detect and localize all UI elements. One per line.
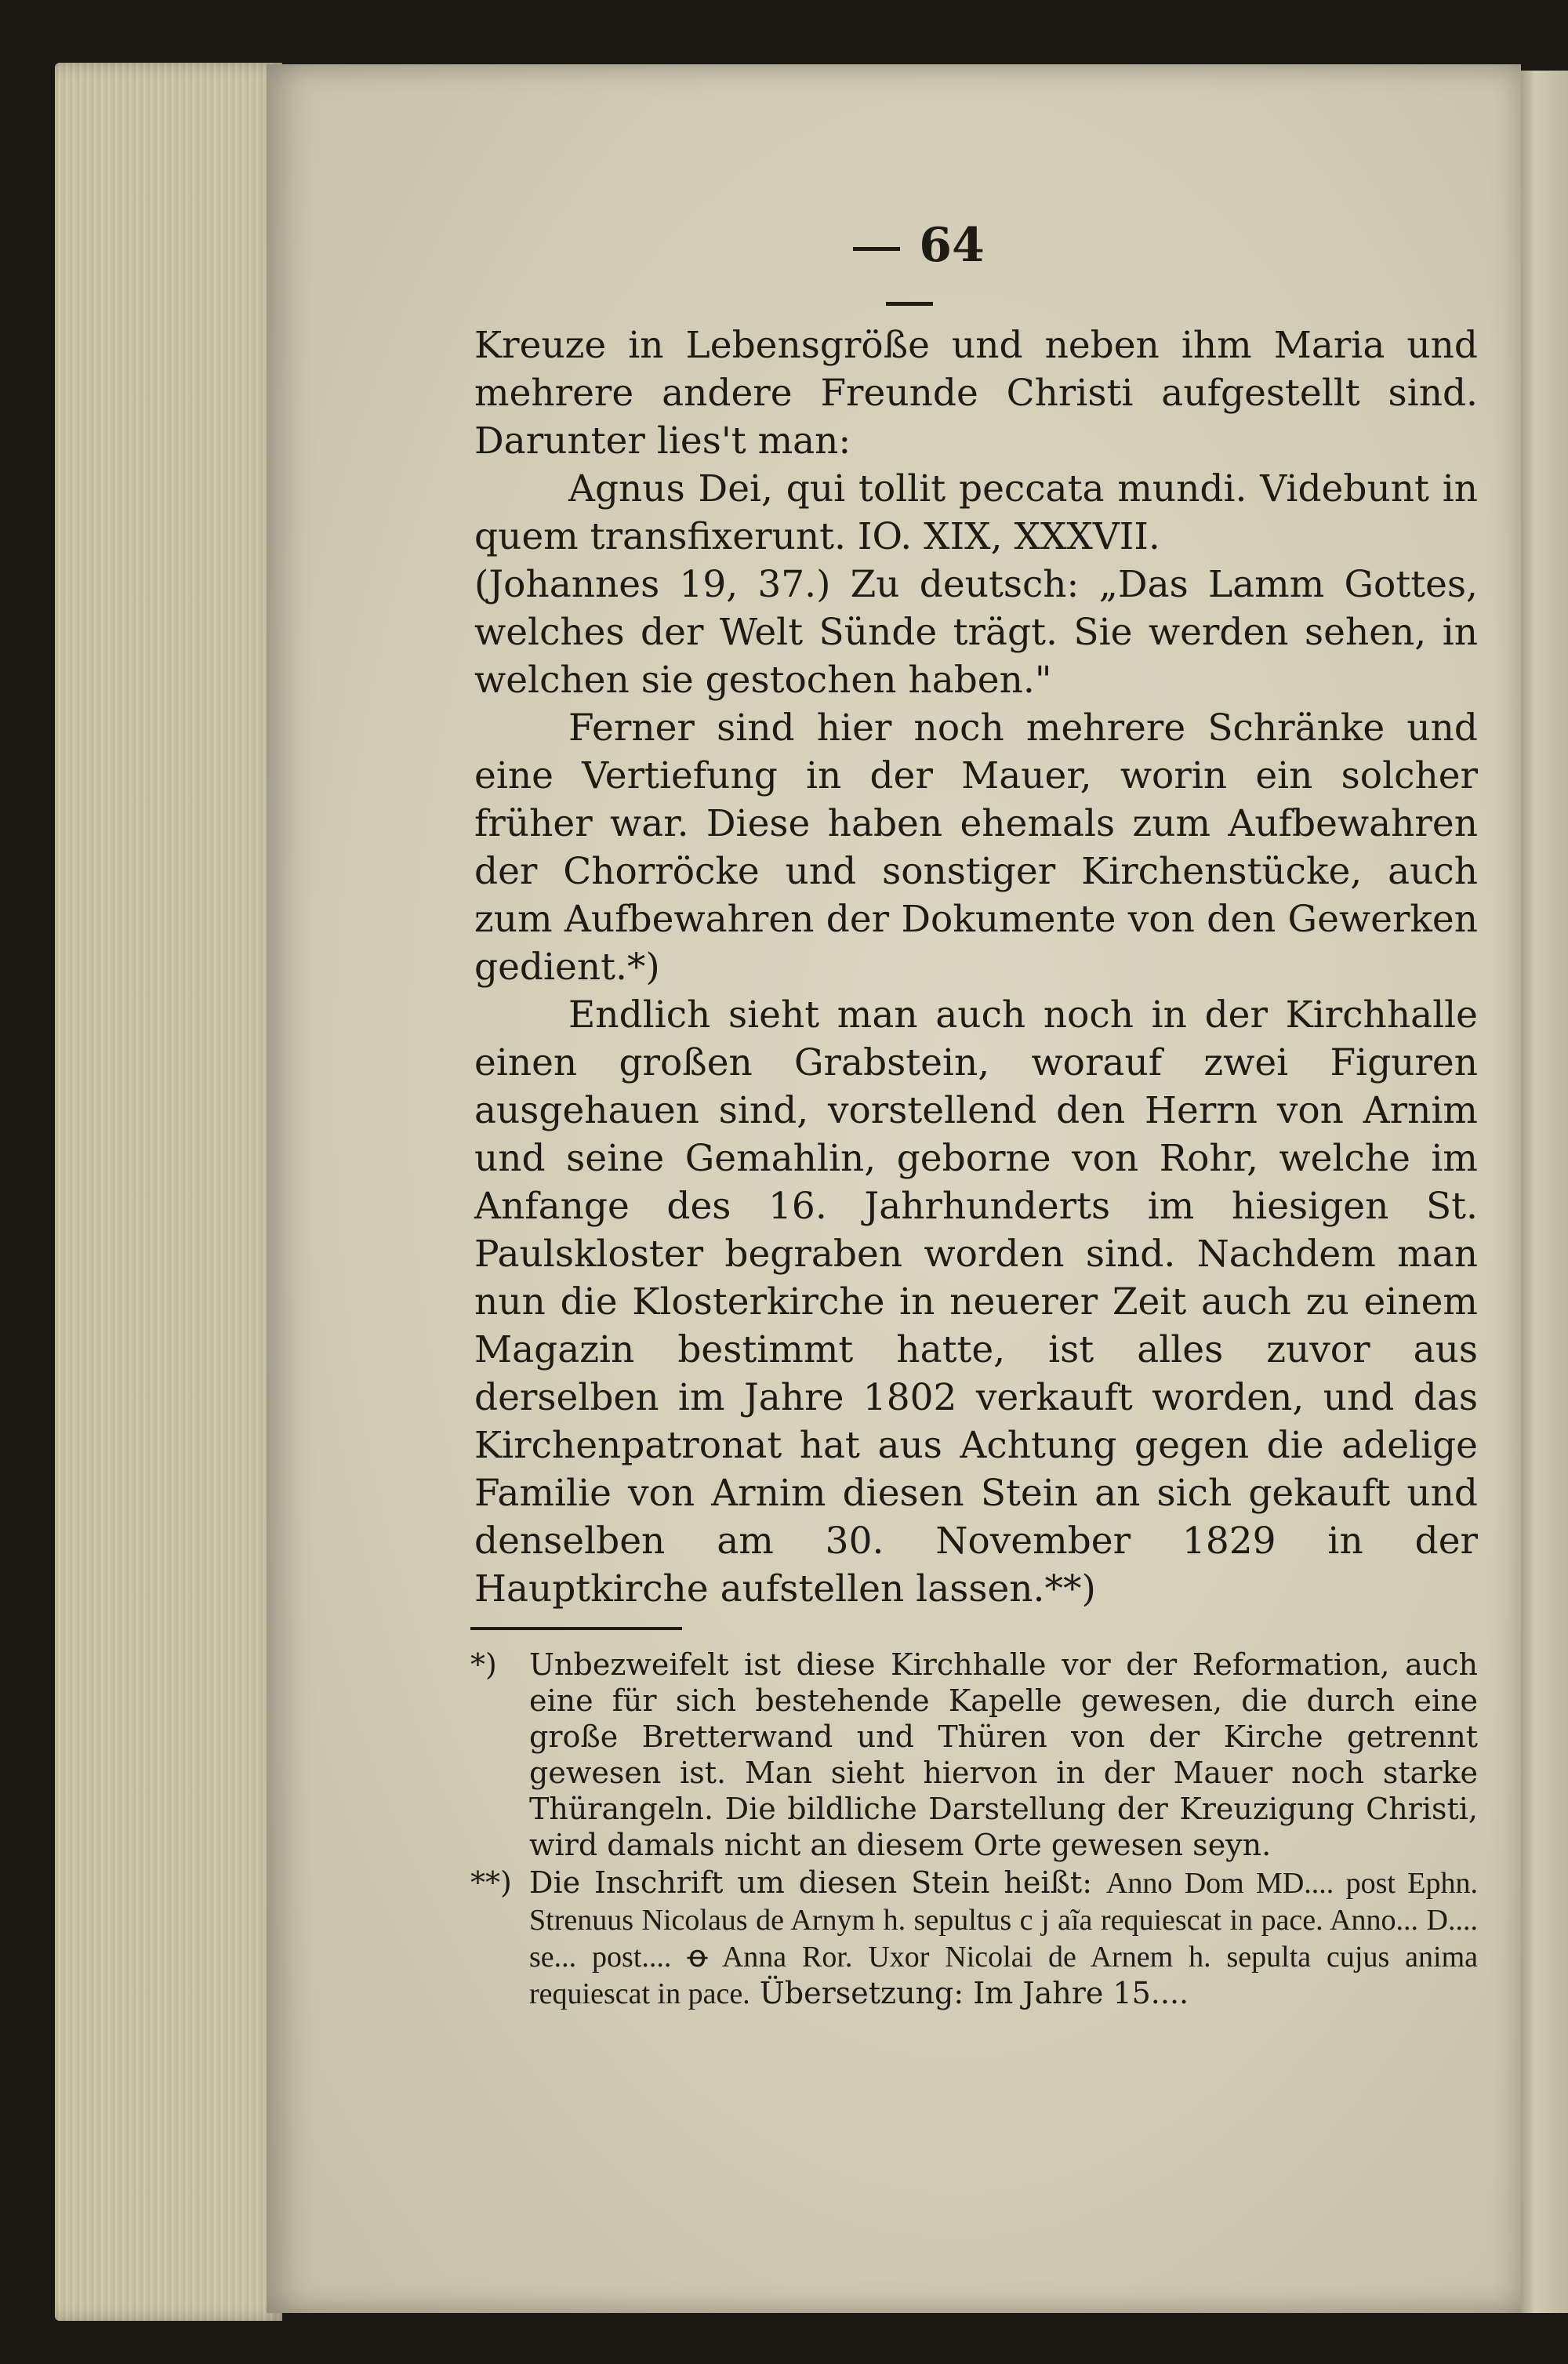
footnote-2-translation: Übersetzung: Im Jahre 15.... [759, 1976, 1189, 2010]
footnote-1-mark: *) [470, 1647, 497, 1682]
facing-page-edge [1513, 71, 1568, 2313]
footnote-1-text: Unbezweifelt ist diese Kirchhalle vor der Reformation, auch eine für sich bestehende Kapelle gewesen, die durch eine große Bretterwand und Thüren von der Kirche getrennt gewesen ist. Man sieht hiervon in der Mauer noch starke Thürangeln. Die bildliche Darstellung der Kreuzigung Christi, wird damals nicht an diesem Orte gewesen seyn. [529, 1647, 1478, 1862]
footnote-1 [470, 1647, 1478, 1863]
footnote-2-text-de: Die Inschrift um diesen Stein heißt: [529, 1865, 1092, 1900]
footnote-2 [470, 1865, 1478, 2012]
main-text [474, 321, 1478, 1613]
dash-left [853, 247, 900, 251]
paragraph-1: Kreuze in Lebensgröße und neben ihm Maria und mehrere andere Freunde Christi aufgestellt sind. Darunter lies't man: [474, 324, 1478, 463]
book-page-edges [55, 63, 282, 2321]
paragraph-3: Endlich sieht man auch noch in der Kirchhalle einen großen Grabstein, worauf zwei Figuren ausgehauen sind, vorstellend den Herrn von Arnim und seine Gemahlin, geborne von Rohr, welche im Anfange des 16. Jahrhunderts im hiesigen St. Paulskloster begraben worden sind. Nachdem man nun die Klosterkirche in neuerer Zeit auch zu einem Magazin bestimmt hatte, ist alles zuvor aus derselben im Jahre 1802 verkauft worden, und das Kirchenpatronat hat aus Achtung gegen die adelige Familie von Arnim diesen Stein an sich gekauft und denselben am 30. November 1829 in der Hauptkirche aufstellen lassen.**) [474, 993, 1478, 1610]
page-number-header [815, 218, 1004, 328]
footnote-separator [470, 1627, 682, 1630]
page-number: 64 [919, 218, 985, 273]
dash-right [886, 302, 933, 306]
footnote-2-inscription: Anno Dom MD.... post Ephn. Strenuus Nicolaus de Arnym h. sepultus c j aĩa requiescat in pace. Anno... D.... se... post.... ꝋ Anna Ror. Uxor Nicolai de Arnem h. sepulta cujus anima requiescat in pace. [529, 1867, 1478, 2010]
paragraph-2: Ferner sind hier noch mehrere Schränke und eine Vertiefung in der Mauer, worin ein solcher früher war. Diese haben ehemals zum Aufbewahren der Chorröcke und sonstiger Kirchenstücke, auch zum Aufbewahren der Dokumente von den Gewerken gedient.*) [474, 706, 1478, 989]
footnote-2-mark: **) [470, 1865, 512, 1900]
footnotes [470, 1647, 1478, 2014]
translation: (Johannes 19, 37.) Zu deutsch: „Das Lamm Gottes, welches der Welt Sünde trägt. Sie werden sehen, in welchen sie gestochen haben." [474, 563, 1478, 702]
latin-quote: Agnus Dei, qui tollit peccata mundi. Videbunt in quem transfixerunt. IO. XIX, XXXVII. [474, 467, 1478, 558]
